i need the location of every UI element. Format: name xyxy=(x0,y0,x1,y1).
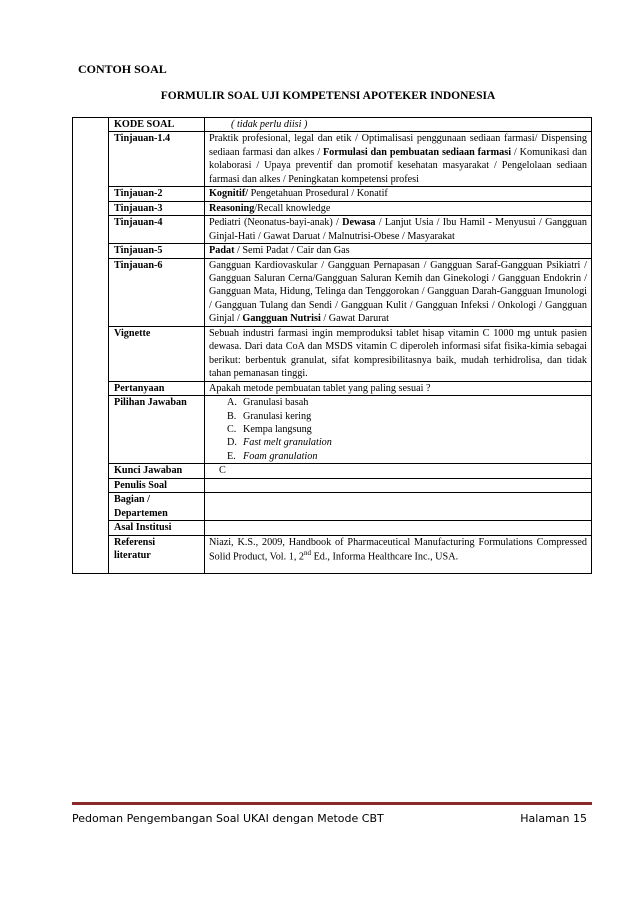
label-tinjauan-6: Tinjauan-6 xyxy=(109,258,205,326)
page-footer xyxy=(72,812,587,825)
value-tinjauan-3: Reasoning/Recall knowledge xyxy=(205,201,592,215)
option-b: B. Granulasi kering xyxy=(227,410,312,422)
footer-document-title: Pedoman Pengembangan Soal UKAI dengan Metode CBT xyxy=(72,812,384,825)
value-tinjauan-5: Padat / Semi Padat / Cair dan Gas xyxy=(205,244,592,258)
row-tinjauan-3 xyxy=(73,201,592,215)
value-tinjauan-1-4: Praktik profesional, legal dan etik / Optimalisasi penggunaan sediaan farmasi/ Dispensing sediaan farmasi dan alkes / Formulasi dan pembuatan sediaan farmasi / Komunikasi dan kolaborasi / Upaya preventif dan promotif kesehatan masyarakat / Pengelolaan sediaan farmasi dan alkes / Peningkatan kompetensi profesi xyxy=(205,132,592,187)
value-kunci-jawaban: C xyxy=(205,464,592,478)
label-pertanyaan: Pertanyaan xyxy=(109,381,205,395)
value-asal-institusi xyxy=(205,521,592,535)
footer-rule xyxy=(72,802,592,805)
row-pilihan-jawaban xyxy=(73,396,592,464)
value-referensi: Niazi, K.S., 2009, Handbook of Pharmaceutical Manufacturing Formulations Compressed Solid Product, Vol. 1, 2nd Ed., Informa Healthcare Inc., USA. xyxy=(205,535,592,573)
option-c: C. Kempa langsung xyxy=(227,423,312,435)
row-kode-soal xyxy=(73,118,592,132)
value-tinjauan-2: Kognitif/ Pengetahuan Prosedural / Konatif xyxy=(205,187,592,201)
footer-page-number: Halaman 15 xyxy=(520,812,587,825)
label-tinjauan-5: Tinjauan-5 xyxy=(109,244,205,258)
value-tinjauan-6: Gangguan Kardiovaskular / Gangguan Pernapasan / Gangguan Saraf-Gangguan Psikiatri / Gangguan Saluran Cerna/Gangguan Saluran Kemih dan Ginekologi / Gangguan Endokrin / Gangguan Mata, Hidung, Telinga dan Tenggorokan / Gangguan Darah-Gangguan Imunologi / Gangguan Tulang dan Sendi / Gangguan Kulit / Gangguan Infeksi / Onkologi / Gangguan Ginjal / Gangguan Nutrisi / Gawat Darurat xyxy=(205,258,592,326)
label-asal-institusi: Asal Institusi xyxy=(109,521,205,535)
label-vignette: Vignette xyxy=(109,326,205,381)
label-tinjauan-1-4: Tinjauan-1.4 xyxy=(109,132,205,187)
value-kode-soal: ( tidak perlu diisi ) xyxy=(205,118,592,132)
row-bagian-departemen xyxy=(73,493,592,521)
value-pertanyaan: Apakah metode pembuatan tablet yang paling sesuai ? xyxy=(205,381,592,395)
label-penulis-soal: Penulis Soal xyxy=(109,478,205,492)
row-pertanyaan xyxy=(73,381,592,395)
row-tinjauan-2 xyxy=(73,187,592,201)
label-pilihan-jawaban: Pilihan Jawaban xyxy=(109,396,205,464)
value-penulis-soal xyxy=(205,478,592,492)
row-tinjauan-1-4 xyxy=(73,132,592,187)
label-tinjauan-2: Tinjauan-2 xyxy=(109,187,205,201)
form-title: FORMULIR SOAL UJI KOMPETENSI APOTEKER INDONESIA xyxy=(160,90,496,102)
option-a: A. Granulasi basah xyxy=(227,397,309,409)
value-bagian-departemen xyxy=(205,493,592,521)
label-bagian-departemen: Bagian / Departemen xyxy=(109,493,205,521)
row-penulis-soal xyxy=(73,478,592,492)
label-kunci-jawaban: Kunci Jawaban xyxy=(109,464,205,478)
row-vignette xyxy=(73,326,592,381)
row-kunci-jawaban xyxy=(73,464,592,478)
option-d: D. Fast melt granulation xyxy=(227,437,332,449)
label-tinjauan-4: Tinjauan-4 xyxy=(109,216,205,244)
label-referensi: Referensi literatur xyxy=(109,535,205,573)
value-tinjauan-4: Pediatri (Neonatus-bayi-anak) / Dewasa / Lanjut Usia / Ibu Hamil - Menyusui / Gangguan Ginjal-Hati / Gawat Daruat / Malnutrisi-Obese / Masyarakat xyxy=(205,216,592,244)
value-pilihan-jawaban xyxy=(205,396,592,464)
row-tinjauan-4 xyxy=(73,216,592,244)
question-form-table xyxy=(72,117,592,574)
value-vignette: Sebuah industri farmasi ingin memproduksi tablet hisap vitamin C 1000 mg untuk pasien dewasa. Dari data CoA dan MSDS vitamin C diperoleh informasi sifat fisika-kimia sebagai berikut: berbentuk granulat, sifat kompresibilitasnya baik, mudah terhidrolisa, dan tidak tahan pemanasan tinggi. xyxy=(205,326,592,381)
row-asal-institusi xyxy=(73,521,592,535)
page-heading: CONTOH SOAL xyxy=(78,62,167,76)
label-tinjauan-3: Tinjauan-3 xyxy=(109,201,205,215)
row-tinjauan-5 xyxy=(73,244,592,258)
label-kode-soal: KODE SOAL xyxy=(109,118,205,132)
option-e: E. Foam granulation xyxy=(227,450,318,462)
row-referensi xyxy=(73,535,592,573)
row-tinjauan-6 xyxy=(73,258,592,326)
